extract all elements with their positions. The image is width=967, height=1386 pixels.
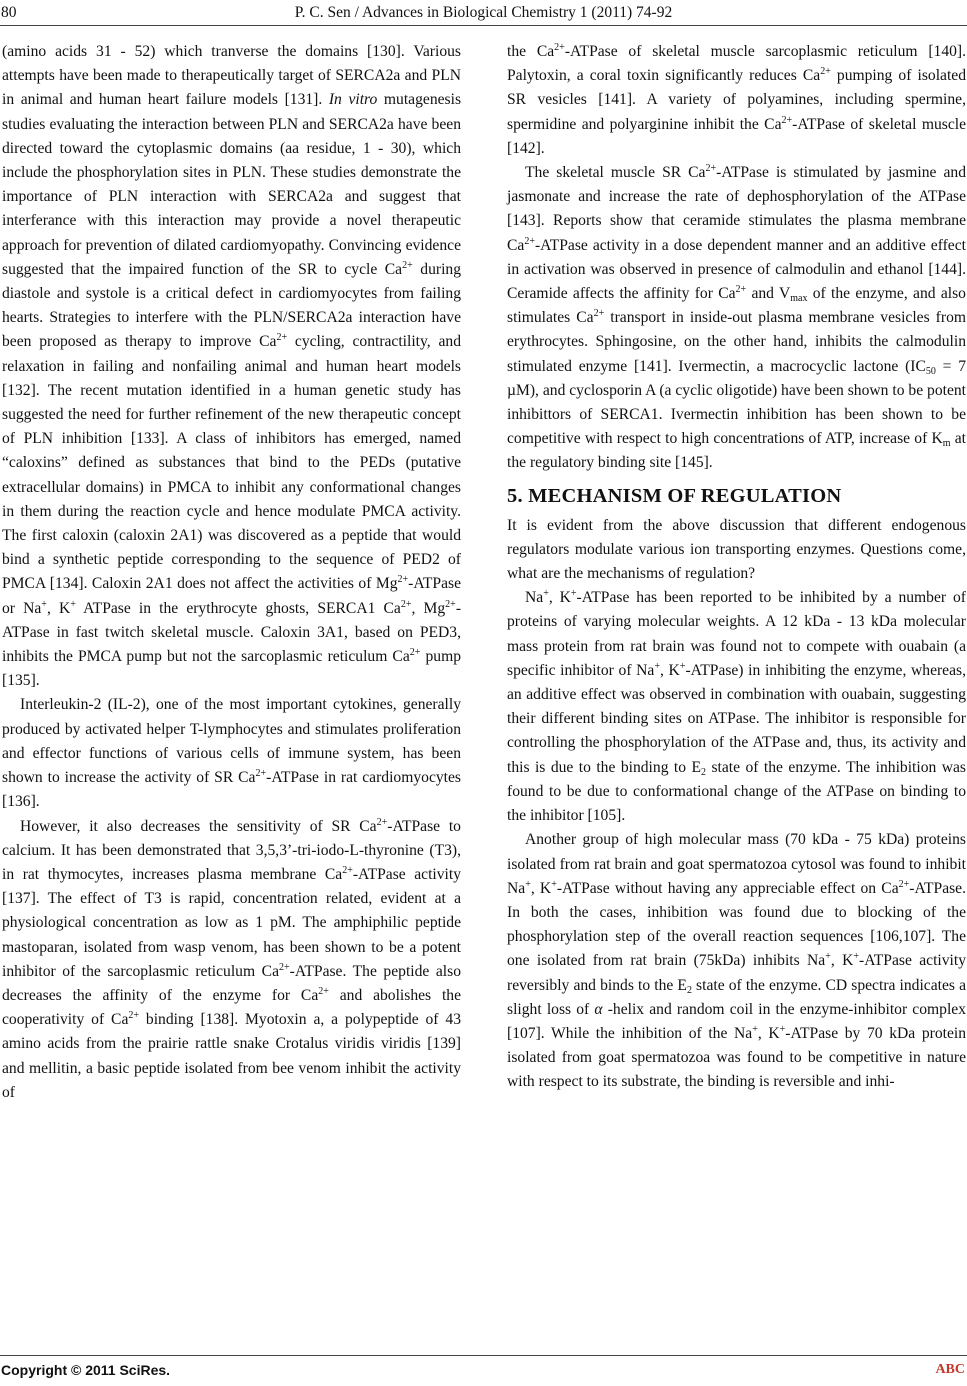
paragraph: It is evident from the above discussion that different endogenous regulators modulate various ion transporting enzymes. Questions come, what are the mechanisms of regulation? [507,516,966,583]
section-heading: 5. MECHANISM OF REGULATION [507,484,842,507]
footer-rule [0,1355,967,1356]
paragraph: Interleukin-2 (IL-2), one of the most important cytokines, generally produced by activated helper T-lymphocytes and stimulates proliferation and effector functions of various cells of immune system, has been shown to increase the activity of SR $Ca^{2+}$-ATPase in rat cardiomyocytes [136]. [2,696,461,811]
paragraph: the $Ca^{2+}$-ATPase of skeletal muscle sarcoplasmic reticulum [140]. Palytoxin, a coral toxin significantly reduces $Ca^{2+}$ pumping of isolated SR vesicles [141]. A variety of polyamines, including spermine, spermidine and polyarginine inhibit the $Ca^{2+}$-ATPase of skeletal muscle [142]. [507,42,966,157]
paragraph: Another group of high molecular mass (70 kDa - 75 kDa) proteins isolated from rat brain and goat spermatozoa cytosol was found to inhibit Na+, K+-ATPase without having any appreciable effect on $Ca^{2+}$-ATPase. In both the cases, inhibition was found due to blocking of the phosphorylation step of the overall reaction sequences [106,107]. The one isolated from rat brain (75kDa) inhibits Na+, K+-ATPase activity reversibly and binds to the $E_2$ state of the enzyme. CD spectra indicates a slight loss of α -helix and random coil in the enzyme-inhibitor complex [107]. While the inhibition of the Na+, K+-ATPase by 70 kDa protein isolated from goat spermatozoa was found to be competitive in nature with respect to its substrate, the binding is reversible and inhi- [507,831,966,1091]
paragraph: (amino acids 31 - 52) which tranverse the domains [130]. Various attempts have been made to therapeutically target of SERCA2a and PLN in animal and human heart failure models [131]. In vitro mutagenesis studies evaluating the interaction between PLN and SERCA2a have been directed toward the cytoplasmic domains (aa residue, 1 - 30), which include the phosphorylation sites in PLN. These studies demonstrate the importance of PLN interaction with SERCA2a and suggest that interferance with this interaction may provide a novel therapeutic approach for prevention of dilated cardiomyopathy. Convincing evidence suggested that the impaired function of the SR to cycle $Ca^{2+}$ during diastole and systole is a critical defect in cardiomyocytes from failing hearts. Strategies to interfere with the PLN/SERCA2a interaction have been proposed as therapy to improve $Ca^{2+}$ cycling, contractility, and relaxation in failing and nonfailing animal and human heart models [132]. The recent mutation identified in a human genetic study has suggested the need for further refinement of the new therapeutic concept of PLN inhibition [133]. A class of inhibitors has emerged, named “caloxins” defined as substances that bind to the PEDs (putative extracellular domains) in PMCA to inhibit any conformational changes in them during the reaction cycle and hence modulate PMCA activity. The first caloxin (caloxin 2A1) was discovered as a peptide that would bind a synthetic peptide corresponding to the sequence of PED2 of PMCA [134]. Caloxin 2A1 does not affect the activities of $Mg^{2+}$-ATPase or Na+, K+ ATPase in the erythrocyte ghosts, SERCA1 $Ca^{2+}$, $Mg^{2+}$-ATPase in fast twitch skeletal muscle. Caloxin 3A1, based on PED3, inhibits the PMCA pump but not the sarcoplasmic reticulum $Ca^{2+}$ pump [135]. [2,43,462,690]
paragraph: However, it also decreases the sensitivity of SR $Ca^{2+}$-ATPase to calcium. It has been demonstrated that 3,5,3’-tri-iodo-L-thyronine (T3), in rat thymocytes, increases plasma membrane $Ca^{2+}$-ATPase activity [137]. The effect of T3 is rapid, concentration related, evident at a physiological concentration as low as 1 pM. The amphiphilic peptide mastoparan, isolated from wasp venom, has been shown to be a potent inhibitor of the sarcoplasmic reticulum $Ca^{2+}$-ATPase. The peptide also decreases the affinity of the enzyme for $Ca^{2+}$ and abolishes the cooperativity of $Ca^{2+}$ binding [138]. Myotoxin a, a polypeptide of 43 amino acids from the prairie rattle snake Crotalus viridis viridis [139] and mellitin, a basic peptide isolated from bee venom inhibit the activity of [2,816,462,1101]
page-header [0,4,967,26]
page-footer [0,1362,967,1382]
right-column [507,40,966,1095]
copyright-notice: Copyright © 2011 SciRes. [1,1362,171,1378]
paragraph: Na+, K+-ATPase has been reported to be inhibited by a number of proteins of varying molecular weights. A 12 kDa - 13 kDa molecular mass protein from rat brain was found not to compete with ouabain (a specific inhibitor of Na+, K+-ATPase) in inhibiting the enzyme, whereas, an additive effect was observed in combination with ouabain, suggesting their different binding sites on ATPase. The inhibitor is responsible for controlling the phosphorylation of the ATPase and, thus, its activity and this is due to the binding to $E_2$ state of the enzyme. The inhibition was found to be due to conformational change of the ATPase on binding to the inhibitor [105]. [507,588,966,825]
header-rule [0,25,967,26]
paragraph: The skeletal muscle SR $Ca^{2+}$-ATPase is stimulated by jasmine and jasmonate and increase the rate of dephosphorylation of the ATPase [143]. Reports show that ceramide stimulates the plasma membrane $Ca^{2+}$-ATPase activity in a dose dependent manner and an additive effect in activation was observed in presence of calmodulin and ethanol [144]. Ceramide affects the affinity for $Ca^{2+}$ and $V_{max}$ of the enzyme, and also stimulates $Ca^{2+}$ transport in inside-out plasma membrane vesicles from erythrocytes. Sphingosine, on the other hand, inhibits the calmodulin stimulated enzyme [141]. Ivermectin, a macrocyclic lactone ($IC_{50} = 7$ µM), and cyclosporin A (a cyclic oligotide) have been shown to be potent inhibittors of SERCA1. Ivermectin inhibition has been shown to be competitive with respect to high concentrations of ATP, increase of $K_m$ at the regulatory binding site [145]. [507,163,966,472]
journal-abbreviation: ABC [935,1362,965,1377]
running-title: P. C. Sen / Advances in Biological Chemistry 1 (2011) 74-92 [294,4,673,21]
page-number: 80 [1,4,17,21]
left-column [2,40,461,1105]
